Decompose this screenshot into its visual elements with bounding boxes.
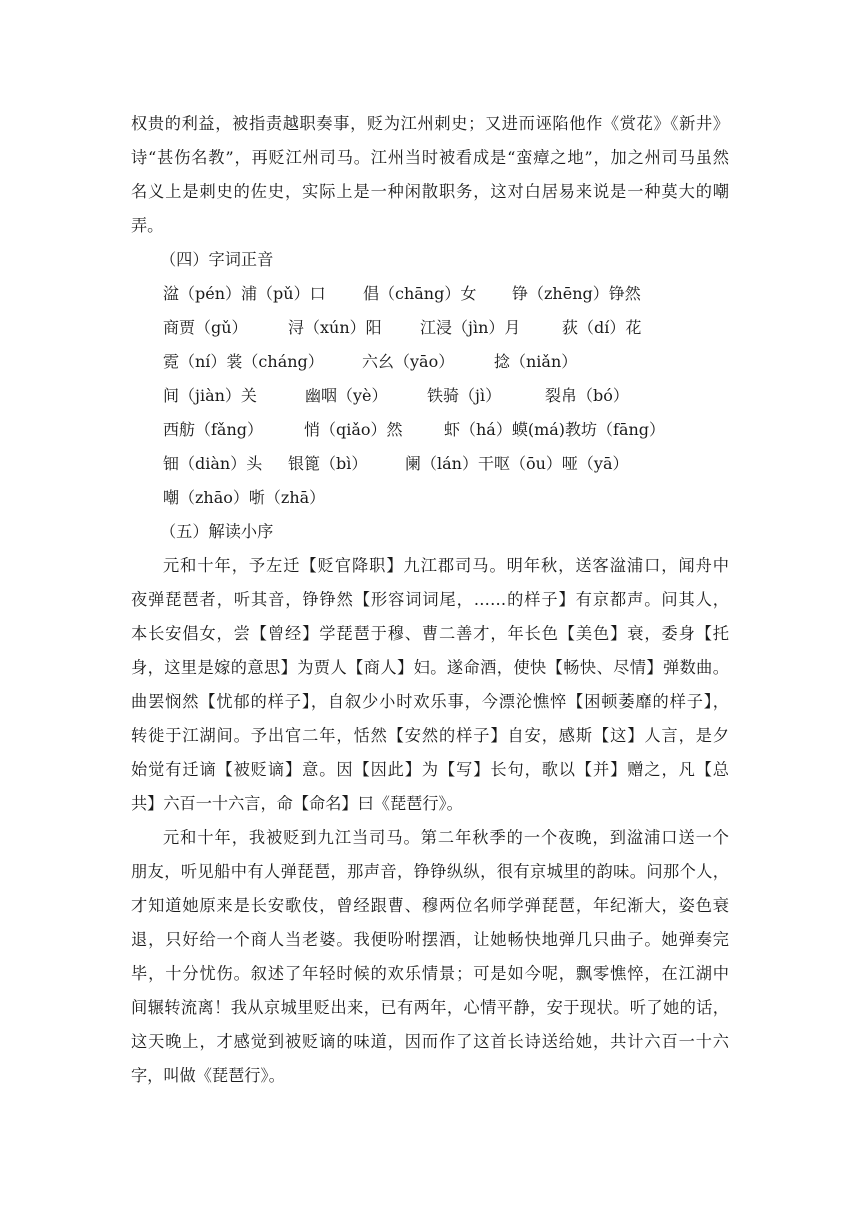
pinyin-item: 银篦（bì）	[288, 454, 368, 473]
pinyin-item: 荻（dí）花	[562, 318, 642, 337]
section-heading-5: （五）解读小序	[160, 522, 274, 541]
pinyin-item: 阑（lán）干呕（ōu）哑（yā）	[405, 454, 629, 473]
pinyin-item: 悄（qiǎo）然	[304, 420, 403, 439]
pinyin-item: 间（jiàn）关	[163, 386, 257, 405]
pinyin-item: 幽咽（yè）	[305, 386, 388, 405]
pinyin-item: 虾（há）蟆(má)教坊（fāng）	[444, 420, 666, 439]
para2-line-8: 共】六百一十六言，命【命名】曰《琵琶行》。	[131, 794, 463, 813]
para3-line-5: 毕，十分忧伤。叙述了年轻时候的欢乐情景；可是如今呢，飘零憔悴，在江湖中	[131, 964, 729, 983]
pinyin-item: 铮（zhēng）铮然	[512, 284, 641, 303]
pinyin-item: 江浸（jìn）月	[420, 318, 521, 337]
pinyin-item: 裂帛（bó）	[545, 386, 629, 405]
para1-line-3: 名义上是刺史的佐史，实际上是一种闲散职务，这对白居易来说是一种莫大的嘲	[131, 182, 729, 201]
para3-line-7: 这天晚上，才感觉到被贬谪的味道，因而作了这首长诗送给她，共计六百一十六	[131, 1032, 729, 1051]
pinyin-item: 倡（chāng）女	[363, 284, 477, 303]
para2-line-7: 始觉有迁谪【被贬谪】意。因【因此】为【写】长句，歌以【并】赠之，凡【总	[131, 760, 729, 779]
para2-line-3: 本长安倡女，尝【曾经】学琵琶于穆、曹二善才，年长色【美色】衰，委身【托	[131, 624, 729, 643]
para2-line-4: 身，这里是嫁的意思】为贾人【商人】妇。遂命酒，使快【畅快、尽情】弹数曲。	[131, 658, 729, 677]
para2-line-5: 曲罢悯然【忧郁的样子】，自叙少小时欢乐事，今漂沦憔悴【困顿萎靡的样子】，	[131, 692, 729, 711]
pinyin-item: 湓（pén）浦（pǔ）口	[163, 284, 326, 303]
pinyin-item: 霓（ní）裳（cháng）	[163, 352, 324, 371]
para3-line-1: 元和十年，我被贬到九江当司马。第二年秋季的一个夜晚，到湓浦口送一个	[163, 828, 729, 847]
para3-line-6: 间辗转流离！我从京城里贬出来，已有两年，心情平静，安于现状。听了她的话，	[131, 998, 729, 1017]
para3-line-2: 朋友，听见船中有人弹琵琶，那声音，铮铮纵纵，很有京城里的韵味。问那个人，	[131, 862, 729, 881]
pinyin-item: 六幺（yāo）	[362, 352, 455, 371]
pinyin-item: 浔（xún）阳	[288, 318, 382, 337]
pinyin-item: 铁骑（jì）	[427, 386, 502, 405]
pinyin-item: 钿（diàn）头	[163, 454, 263, 473]
para3-line-4: 退，只好给一个商人当老婆。我便吩咐摆酒，让她畅快地弹几只曲子。她弹奏完	[131, 930, 729, 949]
para2-line-2: 夜弹琵琶者，听其音，铮铮然【形容词词尾，……的样子】有京都声。问其人，	[131, 590, 729, 609]
pinyin-item: 嘲（zhāo）哳（zhā）	[163, 488, 326, 507]
para3-line-3: 才知道她原来是长安歌伎，曾经跟曹、穆两位名师学弹琵琶，年纪渐大，姿色衰	[131, 896, 729, 915]
para1-line-4: 弄。	[131, 216, 164, 235]
para2-line-6: 转徙于江湖间。予出官二年，恬然【安然的样子】自安，感斯【这】人言，是夕	[131, 726, 729, 745]
section-heading-4: （四）字词正音	[160, 250, 274, 269]
para1-line-2: 诗“甚伤名教”，再贬江州司马。江州当时被看成是“蛮瘴之地”，加之州司马虽然	[131, 148, 729, 167]
para2-line-1: 元和十年，予左迁【贬官降职】九江郡司马。明年秋，送客湓浦口，闻舟中	[163, 556, 729, 575]
pinyin-item: 商贾（gǔ）	[163, 318, 248, 337]
pinyin-item: 捻（niǎn）	[494, 352, 578, 371]
para3-line-8: 字，叫做《琵琶行》。	[131, 1066, 285, 1085]
pinyin-item: 西舫（fǎng）	[163, 420, 264, 439]
para1-line-1: 权贵的利益，被指责越职奏事，贬为江州刺史；又进而诬陷他作《赏花》《新井》	[131, 114, 729, 133]
